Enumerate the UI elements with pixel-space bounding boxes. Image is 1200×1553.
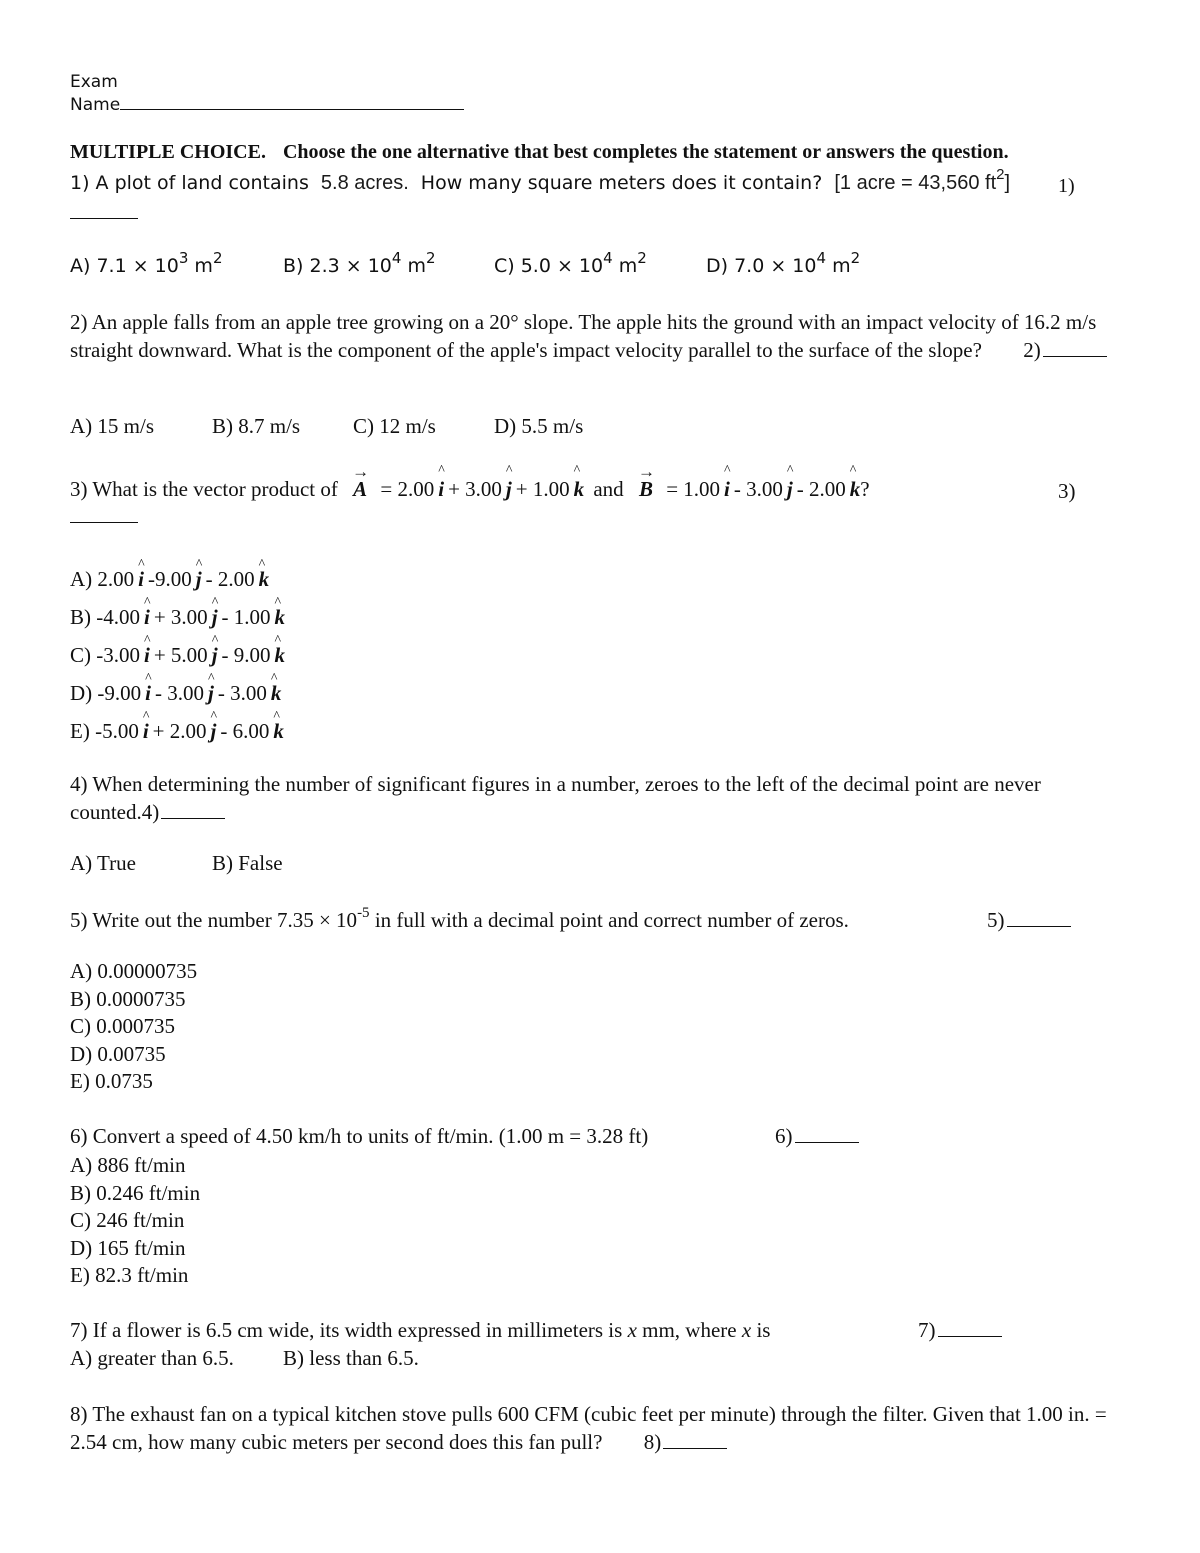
q4-option-a[interactable]: A) True [70, 851, 136, 875]
instructions-heading: MULTIPLE CHOICE. [70, 141, 266, 163]
q8-text: 8) The exhaust fan on a typical kitchen stove pulls 600 CFM (cubic feet per minute) through the filter. Given that 1.00 in. = 2.54 cm, how many cubic meters per second does this fan pull? [70, 1402, 1107, 1454]
q1-option-c[interactable]: C) $5.0 \times 10^4$ $m^2$ [494, 248, 647, 277]
q6-option-d[interactable]: D) 165 ft/min [70, 1235, 186, 1260]
q5-number: 5) [987, 908, 1005, 932]
q7-answer-blank[interactable] [938, 1335, 1002, 1337]
q7-number: 7) [918, 1318, 936, 1342]
q6-answer-blank[interactable] [795, 1141, 859, 1143]
q3-b3: - 2.00 [796, 477, 846, 501]
q2-number: 2) [1023, 338, 1041, 362]
question-2 [70, 308, 1115, 364]
q4-text: 4) When determining the number of significant figures in a number, zeroes to the left of the decimal point are never counted. [70, 772, 1041, 824]
q7-answer [918, 1318, 1002, 1343]
q2-option-d[interactable]: D) 5.5 m/s [494, 414, 584, 438]
q7-x: x [627, 1318, 637, 1342]
q3-a2: + 3.00 [448, 477, 502, 501]
q7-option-a[interactable]: A) greater than 6.5. [70, 1346, 234, 1370]
name-blank[interactable] [120, 108, 464, 110]
q3-option-e[interactable]: E) -5.00^ i + 2.00^ j - 6.00^ k [70, 712, 289, 750]
q5-answer [987, 908, 1071, 933]
q3-a3: + 1.00 [515, 477, 570, 501]
q7-x2: x [741, 1318, 752, 1342]
q5-pre: 5) Write out the number 7.35 × 10 [70, 908, 358, 932]
q1-conv-end: ] [1004, 172, 1011, 194]
unit-j: ^ j [787, 477, 793, 502]
q5-option-a[interactable]: A) 0.00000735 [70, 959, 198, 983]
q4-number: 4) [141, 800, 160, 824]
unit-k: ^ k [574, 477, 585, 502]
q2-text: 2) An apple falls from an apple tree growing on a 20° slope. The apple hits the ground with an impact velocity of 16.2 m/s straight downward. What is the component of the apple's impact velocity parallel to the surface of the slope? [70, 310, 1097, 362]
question-5 [70, 905, 849, 933]
q5-options [70, 958, 197, 1096]
question-6: 6) Convert a speed of 4.50 km/h to units of ft/min. (1.00 m = 3.28 ft) [70, 1124, 649, 1148]
q7-pre: 7) If a flower is 6.5 cm wide, its width expressed in millimeters is [70, 1318, 623, 1342]
name-field[interactable] [70, 95, 464, 115]
exam-label: Exam [70, 72, 118, 92]
q6-option-a[interactable]: A) 886 ft/min [70, 1153, 186, 1177]
question-1 [70, 166, 1011, 195]
q3-prefix: 3) What is the vector product of [70, 477, 338, 501]
q1-prefix: 1) A plot of land contains [70, 172, 309, 194]
instructions [70, 141, 1009, 164]
q1-conv: [1 acre = 43,560 ft [834, 172, 997, 194]
q3-number: 3) [1058, 479, 1076, 503]
q7-option-b[interactable]: B) less than 6.5. [283, 1346, 419, 1370]
q3-qmark: ? [860, 477, 870, 501]
q5-option-c[interactable]: C) 0.000735 [70, 1014, 175, 1039]
q1-answer-blank[interactable] [70, 217, 138, 219]
question-4 [70, 770, 1115, 826]
q7-mid: mm, where [642, 1318, 737, 1342]
q3-option-d[interactable]: D) -9.00^ i - 3.00^ j - 3.00^ k [70, 674, 289, 712]
q4-answer-blank[interactable] [161, 817, 225, 819]
question-8 [70, 1400, 1115, 1456]
name-label: Name [70, 95, 121, 115]
q5-answer-blank[interactable] [1007, 925, 1071, 927]
q6-options [70, 1152, 200, 1290]
unit-i: ^ i [724, 477, 730, 502]
q5-exp: -5 [357, 905, 370, 921]
q1-acres: 5.8 acres. [320, 172, 409, 194]
vector-b: → B [639, 477, 653, 502]
q3-option-a[interactable]: A) 2.00^ i -9.00^ j - 2.00^ k [70, 560, 289, 598]
q3-and: and [593, 477, 624, 501]
q3-option-b[interactable]: B) -4.00^ i + 3.00^ j - 1.00^ k [70, 598, 289, 636]
q6-number: 6) [775, 1124, 793, 1148]
unit-i: ^ i [438, 477, 444, 502]
q1-option-a[interactable]: A) $7.1 \times 10^3$ $m^2$ [70, 248, 223, 277]
instructions-text: Choose the one alternative that best completes the statement or answers the question. [282, 141, 1009, 163]
q3-a1: = 2.00 [380, 477, 435, 501]
q5-option-e[interactable]: E) 0.0735 [70, 1069, 153, 1094]
q3-b2: - 3.00 [733, 477, 783, 501]
q4-option-b[interactable]: B) False [212, 851, 283, 875]
unit-j: ^ j [506, 477, 512, 502]
q1-option-b[interactable]: B) $2.3 \times 10^4$ $m^2$ [283, 248, 436, 277]
q5-option-b[interactable]: B) 0.0000735 [70, 986, 186, 1011]
q6-option-c[interactable]: C) 246 ft/min [70, 1208, 185, 1233]
q1-option-d[interactable]: D) $7.0 \times 10^4$ $m^2$ [706, 248, 861, 277]
q3-b1: = 1.00 [666, 477, 721, 501]
q3-answer-blank[interactable] [70, 521, 138, 523]
q1-middle: How many square meters does it contain? [420, 172, 823, 194]
q2-option-b[interactable]: B) 8.7 m/s [212, 414, 301, 438]
q7-post: is [756, 1318, 771, 1342]
q1-conv-exp: 2 [996, 166, 1005, 184]
q6-option-b[interactable]: B) 0.246 ft/min [70, 1180, 201, 1205]
q8-number: 8) [643, 1430, 662, 1454]
q6-answer [775, 1124, 859, 1149]
q5-option-d[interactable]: D) 0.00735 [70, 1041, 166, 1066]
q2-option-c[interactable]: C) 12 m/s [353, 414, 436, 438]
q1-number: 1) [1058, 175, 1075, 197]
vector-a: → A [353, 477, 367, 502]
q5-post: in full with a decimal point and correct number of zeros. [374, 908, 849, 932]
question-7 [70, 1318, 770, 1343]
unit-k: ^ k [850, 477, 861, 502]
question-3 [70, 477, 870, 502]
q6-option-e[interactable]: E) 82.3 ft/min [70, 1263, 189, 1288]
q8-answer-blank[interactable] [663, 1447, 727, 1449]
q3-option-c[interactable]: C) -3.00^ i + 5.00^ j - 9.00^ k [70, 636, 289, 674]
q2-answer-blank[interactable] [1043, 355, 1107, 357]
q2-option-a[interactable]: A) 15 m/s [70, 414, 154, 438]
q3-options [70, 560, 289, 750]
